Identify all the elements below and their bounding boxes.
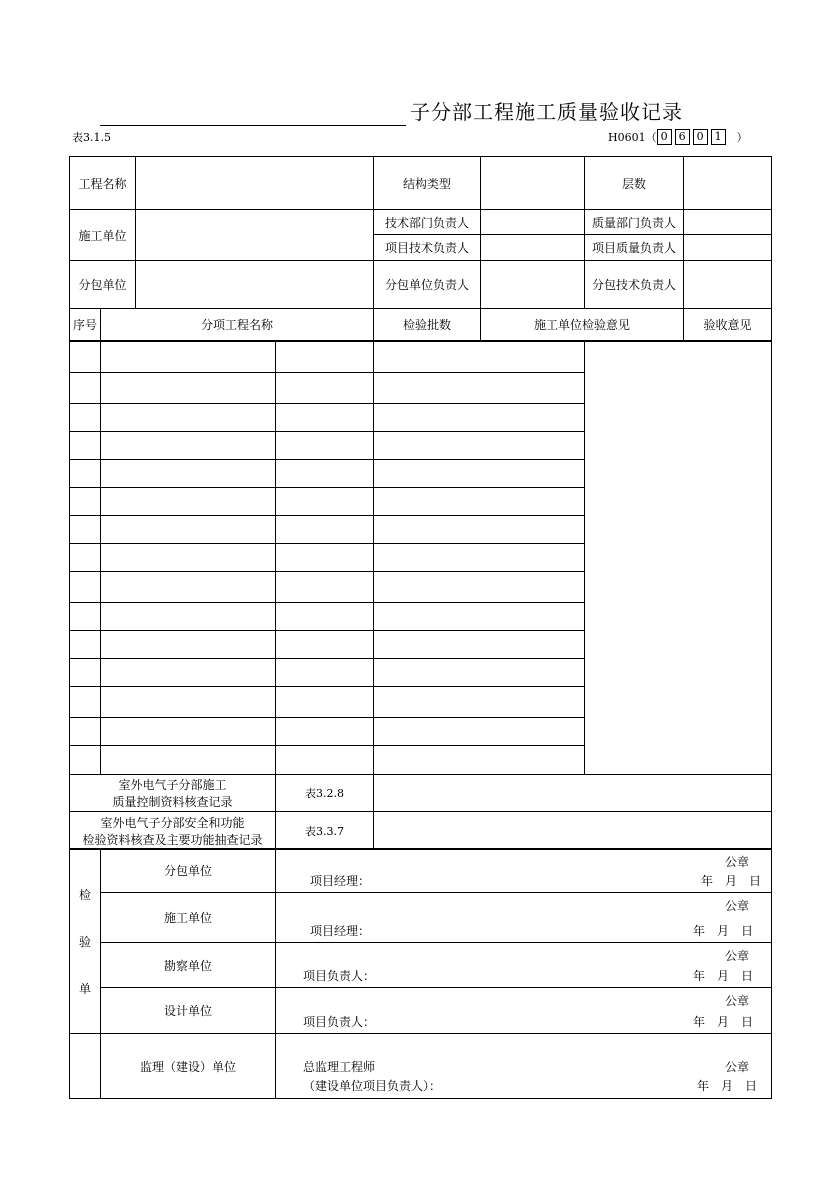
sign-subcontractor[interactable] [276,849,772,893]
tech-dept-head-value[interactable] [481,210,585,235]
signer-label: 项目负责人： [303,969,376,983]
subcontractor-value[interactable] [136,261,374,309]
item-seq[interactable] [70,488,101,516]
date-label: 年 月 日 [700,874,761,888]
item-seq[interactable] [70,342,101,373]
inspection-table [69,848,772,1099]
date-label: 年 月 日 [696,1079,757,1093]
item-opinion[interactable] [374,432,585,460]
col-acceptance-opinion: 验收意见 [684,309,772,341]
supervisor-label: 总监理工程师 [303,1060,376,1074]
project-quality-head-value[interactable] [684,235,772,261]
project-tech-head-label: 项目技术负责人 [374,235,481,261]
quality-control-opinion[interactable] [374,775,772,812]
code-digit: 6 [675,129,690,145]
item-batch[interactable] [276,603,374,631]
signer-label: 项目经理： [310,874,371,888]
code-digit: 1 [711,129,726,145]
project-quality-head-label: 项目质量负责人 [585,235,684,261]
date-label: 年 月 日 [692,1015,753,1029]
side-char-3: 单 [78,981,91,996]
item-name[interactable] [101,631,276,659]
seal-label: 公章 [724,1060,749,1074]
title-underline [100,125,406,126]
col-seq: 序号 [70,309,101,341]
item-batch[interactable] [276,373,374,404]
item-name[interactable] [101,516,276,544]
code-digit: 0 [693,129,708,145]
safety-function-ref: 表3.3.7 [276,812,374,850]
sign-contractor[interactable] [276,893,772,943]
item-batch[interactable] [276,342,374,373]
item-opinion[interactable] [374,342,585,373]
sign-survey[interactable] [276,943,772,988]
construction-unit-value[interactable] [136,210,374,261]
item-opinion[interactable] [374,603,585,631]
seal-label: 公章 [724,949,749,963]
quality-control-line2: 质量控制资料核查记录 [112,795,233,809]
item-name[interactable] [101,373,276,404]
acceptance-opinion-cell[interactable] [585,342,772,775]
page-title: 子分部工程施工质量验收记录 [410,100,683,124]
item-opinion[interactable] [374,631,585,659]
subcontractor-tech-head-label: 分包技术负责人 [585,261,684,309]
item-name[interactable] [101,432,276,460]
item-opinion[interactable] [374,488,585,516]
item-name[interactable] [101,746,276,775]
item-batch[interactable] [276,404,374,432]
owner-rep-label: （建设单位项目负责人）： [303,1079,442,1093]
col-item-name: 分项工程名称 [101,309,374,341]
col-batch-count: 检验批数 [374,309,481,341]
item-name[interactable] [101,404,276,432]
item-name[interactable] [101,687,276,718]
item-batch[interactable] [276,631,374,659]
item-seq[interactable] [70,687,101,718]
item-batch[interactable] [276,460,374,488]
item-name[interactable] [101,659,276,687]
floors-value[interactable] [684,157,772,210]
item-opinion[interactable] [374,516,585,544]
item-batch[interactable] [276,572,374,603]
item-seq[interactable] [70,631,101,659]
form-number: 表3.1.5 [72,131,111,144]
item-name[interactable] [101,342,276,373]
item-seq[interactable] [70,460,101,488]
item-seq[interactable] [70,373,101,404]
item-seq[interactable] [70,603,101,631]
item-batch[interactable] [276,544,374,572]
side-char-1: 检 [78,887,91,902]
item-seq[interactable] [70,404,101,432]
quality-dept-head-value[interactable] [684,210,772,235]
construction-unit-label: 施工单位 [70,210,136,261]
item-seq[interactable] [70,432,101,460]
subcontractor-head-label: 分包单位负责人 [374,261,481,309]
item-seq[interactable] [70,659,101,687]
safety-function-opinion[interactable] [374,812,772,850]
item-opinion[interactable] [374,687,585,718]
item-seq[interactable] [70,516,101,544]
items-table [69,341,772,850]
subcontractor-tech-head-value[interactable] [684,261,772,309]
project-tech-head-value[interactable] [481,235,585,261]
date-label: 年 月 日 [692,969,753,983]
seal-label: 公章 [724,899,749,913]
item-opinion[interactable] [374,718,585,746]
project-name-value[interactable] [136,157,374,210]
signer-label: 项目经理： [310,924,371,938]
item-batch[interactable] [276,687,374,718]
item-seq[interactable] [70,718,101,746]
item-opinion[interactable] [374,544,585,572]
quality-control-line1: 室外电气子分部施工 [118,778,227,792]
safety-function-line1: 室外电气子分部安全和功能 [100,815,245,830]
safety-function-record-label [70,812,276,850]
item-name[interactable] [101,544,276,572]
tech-dept-head-label: 技术部门负责人 [374,210,481,235]
subcontractor-head-value[interactable] [481,261,585,309]
item-opinion[interactable] [374,746,585,775]
unit-contractor: 施工单位 [101,893,276,943]
inspection-side-label [70,849,101,1034]
subcontractor-label: 分包单位 [70,261,136,309]
item-batch[interactable] [276,432,374,460]
item-seq[interactable] [70,746,101,775]
item-opinion[interactable] [374,460,585,488]
safety-function-line2: 检验资料核查及主要功能抽查记录 [82,832,263,847]
project-name-label: 工程名称 [70,157,136,210]
structure-type-label: 结构类型 [374,157,481,210]
item-name[interactable] [101,718,276,746]
structure-type-value[interactable] [481,157,585,210]
item-name[interactable] [101,603,276,631]
code-digit: 0 [657,129,672,145]
unit-survey: 勘察单位 [101,943,276,988]
seal-label: 公章 [724,855,749,869]
code-prefix: H0601（ [608,131,657,144]
seal-label: 公章 [724,994,749,1008]
signer-label: 项目负责人： [303,1015,376,1029]
item-name[interactable] [101,572,276,603]
supervision-side-blank [70,1034,101,1099]
item-batch[interactable] [276,659,374,687]
item-opinion[interactable] [374,404,585,432]
item-name[interactable] [101,460,276,488]
floors-label: 层数 [585,157,684,210]
quality-control-record-label [70,775,276,812]
quality-control-ref: 表3.2.8 [276,775,374,812]
side-char-2: 验 [78,934,91,949]
item-opinion[interactable] [374,659,585,687]
col-contractor-opinion: 施工单位检验意见 [481,309,684,341]
item-seq[interactable] [70,572,101,603]
item-seq[interactable] [70,544,101,572]
form-code [608,129,748,145]
item-batch[interactable] [276,746,374,775]
item-opinion[interactable] [374,572,585,603]
unit-subcontractor: 分包单位 [101,849,276,893]
unit-design: 设计单位 [101,988,276,1034]
item-batch[interactable] [276,488,374,516]
acceptance-table [69,156,772,341]
sign-design[interactable] [276,988,772,1034]
item-opinion[interactable] [374,373,585,404]
code-suffix: ） [736,131,748,144]
item-batch[interactable] [276,516,374,544]
item-batch[interactable] [276,718,374,746]
quality-dept-head-label: 质量部门负责人 [585,210,684,235]
sign-supervision[interactable] [276,1034,772,1099]
item-name[interactable] [101,488,276,516]
unit-supervision: 监理（建设）单位 [101,1034,276,1099]
date-label: 年 月 日 [692,924,753,938]
